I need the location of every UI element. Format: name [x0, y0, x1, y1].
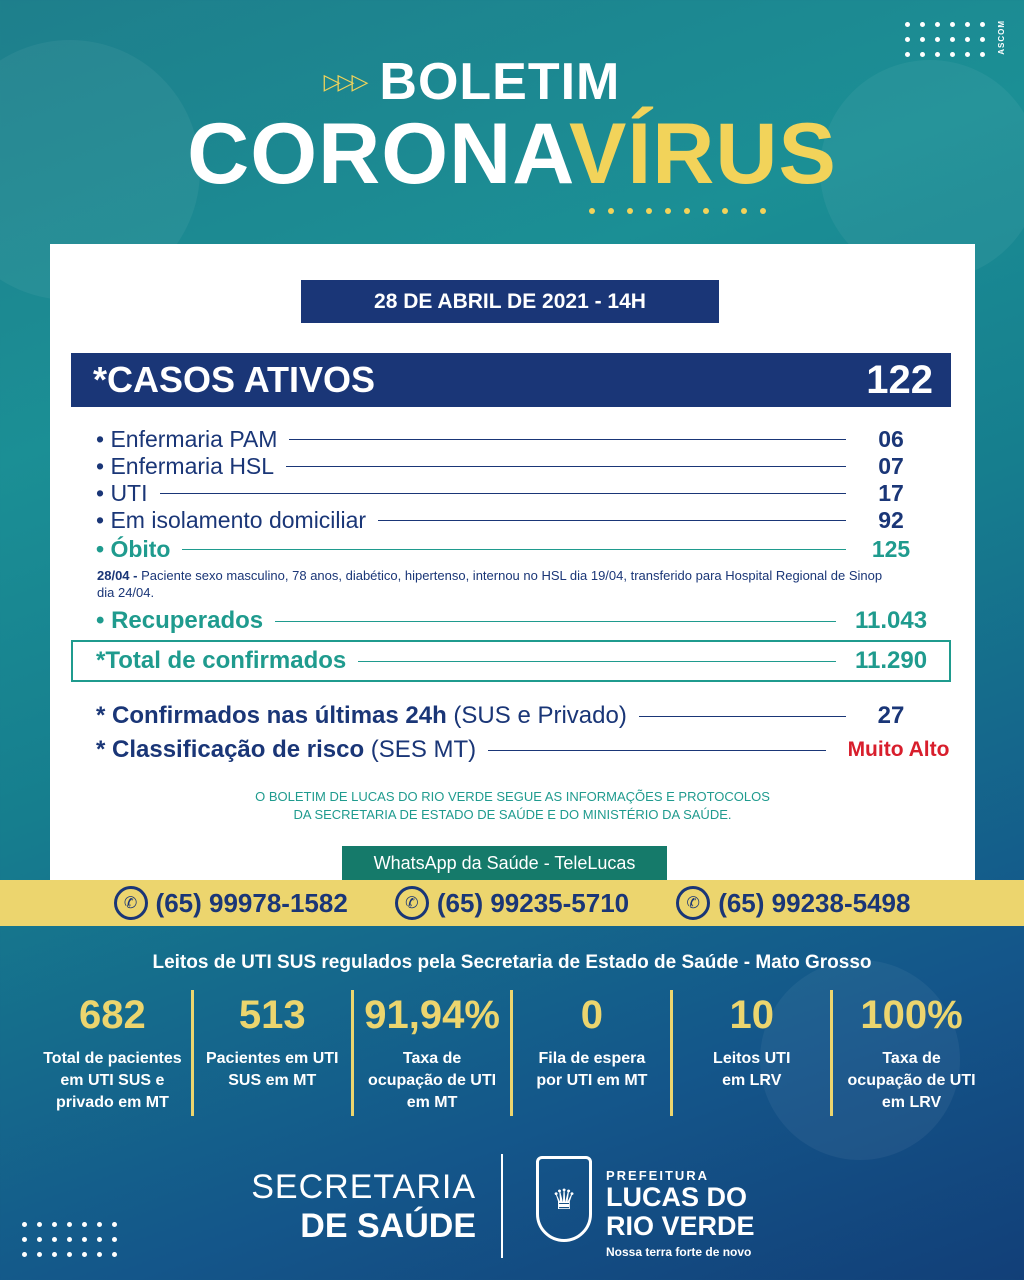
row-enfermaria-hsl [96, 453, 926, 480]
uti-stats [34, 990, 990, 1116]
secretaria-logo: SECRETARIA DE SAÚDE [251, 1168, 476, 1245]
obito-note [97, 567, 897, 601]
note-date: 28/04 - [97, 568, 138, 583]
city-crest-icon: ♛ [536, 1156, 592, 1242]
row-value: 06 [878, 426, 904, 452]
row-isolamento [96, 507, 926, 534]
row-value: Muito Alto [847, 738, 950, 761]
phone-bar [0, 880, 1024, 926]
row-total [96, 647, 936, 675]
whatsapp-label: WhatsApp da Saúde - TeleLucas [342, 846, 667, 880]
phone-2[interactable]: ✆ (65) 99235-5710 [395, 886, 629, 920]
row-label: • Recuperados [96, 607, 264, 634]
active-cases-banner [71, 353, 951, 407]
whatsapp-icon: ✆ [395, 886, 429, 920]
row-uti [96, 480, 926, 507]
title-boletim: BOLETIM [379, 53, 621, 111]
stat-leitos-lrv: 10 Leitos UTI em LRV [673, 990, 833, 1116]
row-classificacao-risco [96, 736, 961, 764]
row-label: *Total de confirmados [96, 647, 347, 674]
arrows-icon: ▷▷▷ [323, 69, 366, 94]
header [0, 52, 1024, 214]
uti-section-title: Leitos de UTI SUS regulados pela Secretaria de Estado de Saúde - Mato Grosso [152, 952, 872, 973]
phone-3[interactable]: ✆ (65) 99238-5498 [676, 886, 910, 920]
whatsapp-icon: ✆ [114, 886, 148, 920]
row-value: 07 [878, 453, 904, 479]
whatsapp-icon: ✆ [676, 886, 710, 920]
row-label: • Em isolamento domiciliar [96, 507, 367, 533]
stat-ocupacao-mt: 91,94% Taxa de ocupação de UTI em MT [354, 990, 514, 1116]
title-top [324, 52, 621, 112]
footer [0, 1150, 1024, 1260]
row-confirmados-24h [96, 702, 926, 730]
title-dots [165, 208, 1024, 214]
protocol-footnote: O BOLETIM DE LUCAS DO RIO VERDE SEGUE AS INFORMAÇÕES E PROTOCOLOS DA SECRETARIA DE ESTADO DE SAÚDE E DO MINISTÉRIO DA SAÚDE. [255, 789, 770, 822]
footer-divider [501, 1154, 503, 1258]
stat-pacientes-sus: 513 Pacientes em UTI SUS em MT [194, 990, 354, 1116]
title-corona: CORONA [187, 106, 569, 202]
row-label: • UTI [96, 480, 148, 506]
title-main [0, 106, 1024, 202]
row-label: * Confirmados nas últimas 24h (SUS e Privado) [96, 702, 627, 729]
row-label: * Classificação de risco (SES MT) [96, 736, 477, 763]
prefeitura-logo: PREFEITURA LUCAS DO RIO VERDE Nossa terra forte de novo [606, 1168, 755, 1259]
ascom-tag: ASCOM [997, 20, 1006, 55]
bulletin-card [50, 244, 975, 884]
note-text: Paciente sexo masculino, 78 anos, diabético, hipertenso, internou no HSL dia 19/04, transferido para Hospital Regional de Sinop dia 24/04. [97, 568, 883, 600]
title-virus: VÍRUS [569, 106, 837, 202]
row-value: 125 [871, 536, 911, 562]
stat-ocupacao-lrv: 100% Taxa de ocupação de UTI em LRV [847, 993, 976, 1111]
row-value: 11.290 [854, 647, 928, 674]
row-label: • Enfermaria PAM [96, 426, 278, 452]
active-cases-value: 122 [866, 357, 933, 402]
row-label: • Enfermaria HSL [96, 453, 275, 479]
row-obito [96, 536, 926, 563]
row-enfermaria-pam [96, 426, 926, 453]
active-cases-label: *CASOS ATIVOS [93, 359, 376, 400]
stat-fila-espera: 0 Fila de espera por UTI em MT [513, 990, 673, 1116]
row-value: 92 [878, 507, 904, 533]
row-value: 17 [878, 480, 904, 506]
phone-1[interactable]: ✆ (65) 99978-1582 [114, 886, 348, 920]
row-label: • Óbito [96, 536, 171, 562]
stat-total-pacientes: 682 Total de pacientes em UTI SUS e privado em MT [34, 990, 194, 1116]
row-value: 11.043 [854, 607, 928, 634]
row-recuperados [96, 607, 936, 635]
date-banner: 28 DE ABRIL DE 2021 - 14H [301, 280, 719, 323]
row-value: 27 [877, 702, 905, 729]
